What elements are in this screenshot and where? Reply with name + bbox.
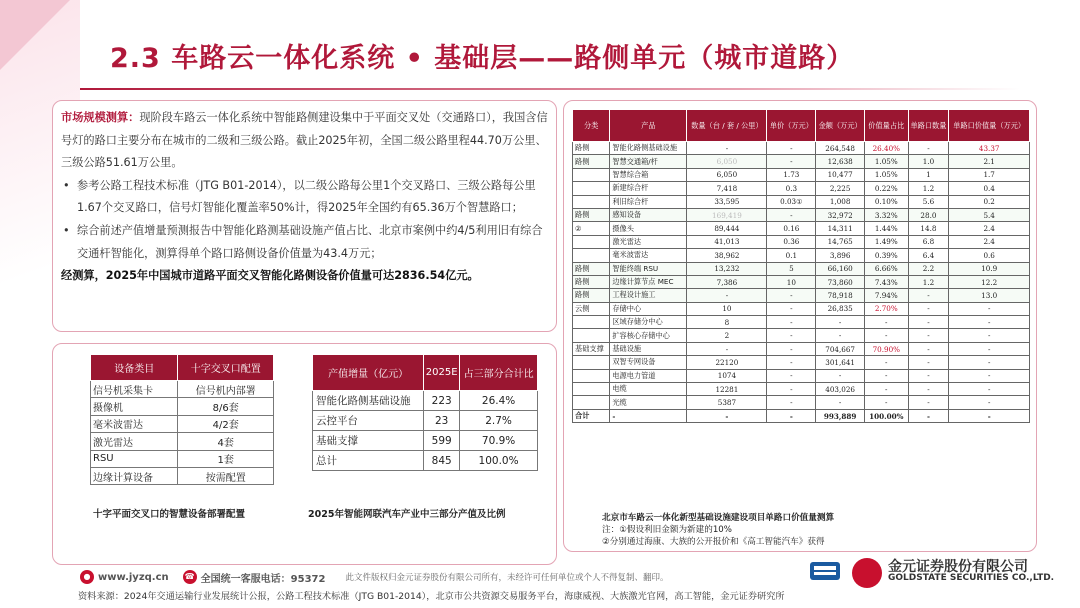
table-cell <box>573 356 610 369</box>
table-cell <box>573 396 610 409</box>
table-row <box>91 381 274 398</box>
table-cell: - <box>865 383 908 396</box>
table-cell: 2,225 <box>816 182 865 195</box>
table-cell: - <box>767 329 816 342</box>
table-cell: 利旧综合杆 <box>610 195 687 208</box>
table-cell: 边缘计算节点 MEC <box>610 275 687 288</box>
table-cell: - <box>865 356 908 369</box>
table-cell: - <box>949 396 1030 409</box>
table-cell: 13,232 <box>687 262 767 275</box>
company-logo <box>800 556 1055 590</box>
table-cell: 301,641 <box>816 356 865 369</box>
data-source: 资料来源：2024年交通运输行业发展统计公报，公路工程技术标准（JTG B01-2014），北京市公共资源交易服务平台，海康威视、大族激光官网，高工智能，金元证券研究所 <box>78 591 785 602</box>
table-cell: 38,962 <box>687 249 767 262</box>
table-cell: 7,418 <box>687 182 767 195</box>
table-cell: 14.8 <box>908 222 949 235</box>
table-cell: - <box>949 409 1030 422</box>
market-bullet-1: • 参考公路工程技术标准（JTG B01-2014），以二级公路每公里1个交叉路口、三级公路每公里1.67个交叉路口，信号灯智能化覆盖率50%计，得2025年全国约有65.36万个智慧路口； <box>61 175 548 220</box>
table-cell: - <box>767 142 816 155</box>
table-cell: 按需配置 <box>178 467 274 484</box>
table-cell: 扩容核心存储中心 <box>610 329 687 342</box>
table-cell: 路侧 <box>573 208 610 221</box>
table-cell: - <box>908 329 949 342</box>
table-cell: 路侧 <box>573 262 610 275</box>
table-row <box>91 433 274 450</box>
table-cell: 1.2 <box>908 275 949 288</box>
table-row <box>573 356 1030 369</box>
table-cell: 89,444 <box>687 222 767 235</box>
beijing-value-note-1: 注：①假设利旧金额为新建的10% <box>602 525 732 535</box>
table-cell: 0.6 <box>949 249 1030 262</box>
footer-site[interactable]: www.jyzq.cn <box>98 571 169 583</box>
table-row <box>573 369 1030 382</box>
table-cell: - <box>816 369 865 382</box>
table-header-cell: 数量（台 / 套 / 公里） <box>687 110 767 142</box>
table-cell: 0.3 <box>767 182 816 195</box>
table-header-cell: 产值增量（亿元） <box>313 355 424 391</box>
table-cell: 基础支撑 <box>573 342 610 355</box>
table-cell <box>573 195 610 208</box>
beijing-value-table <box>572 109 1030 423</box>
table-cell: - <box>865 316 908 329</box>
table-row <box>573 182 1030 195</box>
table-cell: 摄像机 <box>91 398 178 415</box>
table-cell: 264,548 <box>816 142 865 155</box>
table-row <box>313 451 538 471</box>
market-bullet-2: • 综合前述产值增量预测报告中智能化路测基础设施产值占比、北京市案例中约4/5利用旧有综合交通杆智能化，测算得单个路口路侧设备价值量为43.4万元； <box>61 220 548 265</box>
table-cell: 路侧 <box>573 289 610 302</box>
table-cell: 7.94% <box>865 289 908 302</box>
table-cell: 信号机采集卡 <box>91 381 178 398</box>
table-cell: - <box>767 342 816 355</box>
table-cell <box>573 316 610 329</box>
table-cell: 403,026 <box>816 383 865 396</box>
table-cell: 23 <box>424 411 460 431</box>
table-cell: 1套 <box>178 450 274 467</box>
table-cell: 704,667 <box>816 342 865 355</box>
table-row <box>573 383 1030 396</box>
table-cell: - <box>908 383 949 396</box>
table-cell: 12,638 <box>816 155 865 168</box>
table-cell: 0.1 <box>767 249 816 262</box>
table-cell: 993,889 <box>816 409 865 422</box>
market-size-text-box <box>52 100 557 332</box>
table-cell: 激光雷达 <box>91 433 178 450</box>
table-cell: 100.00% <box>865 409 908 422</box>
table-cell: - <box>767 369 816 382</box>
table-row <box>573 262 1030 275</box>
table-header-cell: 单路口数量 <box>908 110 949 142</box>
page-title: 2.3 车路云一体化系统 • 基础层——路侧单元（城市道路） <box>110 43 855 74</box>
table-cell: - <box>865 329 908 342</box>
table-cell: 智能终端 RSU <box>610 262 687 275</box>
table-cell: - <box>767 302 816 315</box>
beijing-value-note-2: ②分别通过海康、大族的公开报价和《高工智能汽车》获得 <box>602 537 825 547</box>
table-cell: 70.90% <box>865 342 908 355</box>
table-row <box>91 467 274 484</box>
table-cell: 5.6 <box>908 195 949 208</box>
table-header-cell: 金额（万元） <box>816 110 865 142</box>
table-cell: 6,050 <box>687 168 767 181</box>
table-header-cell: 十字交叉口配置 <box>178 355 274 381</box>
table-cell: 2.70% <box>865 302 908 315</box>
table-cell: 5.4 <box>949 208 1030 221</box>
table-cell: - <box>908 316 949 329</box>
table-cell: 总计 <box>313 451 424 471</box>
table-cell: 毫米波雷达 <box>610 249 687 262</box>
table-cell: - <box>908 409 949 422</box>
crossroad-config-caption: 十字平面交叉口的智慧设备部署配置 <box>93 509 246 520</box>
table-cell: 12.2 <box>949 275 1030 288</box>
table-cell: 合计 <box>573 409 610 422</box>
table-cell: 70.9% <box>460 431 538 451</box>
table-cell: - <box>949 316 1030 329</box>
table-cell: 10 <box>767 275 816 288</box>
table-cell: 4/2套 <box>178 415 274 432</box>
table-cell: 工程设计施工 <box>610 289 687 302</box>
table-row <box>573 342 1030 355</box>
market-label: 市场规模测算： <box>61 111 140 124</box>
table-row <box>573 302 1030 315</box>
market-conclusion: 经测算，2025年中国城市道路平面交叉智能化路侧设备价值量可达2836.54亿元。 <box>61 269 479 283</box>
table-cell: 基础支撑 <box>313 431 424 451</box>
config-and-output-box <box>52 343 557 565</box>
table-cell: 1.05% <box>865 168 908 181</box>
table-row <box>573 155 1030 168</box>
table-cell: 6.8 <box>908 235 949 248</box>
table-cell: 6.4 <box>908 249 949 262</box>
table-header-cell: 分类 <box>573 110 610 142</box>
table-cell: 智能化路侧基础设施 <box>313 391 424 411</box>
table-cell: 区域存储分中心 <box>610 316 687 329</box>
footer-hotline: 全国统一客服电话：95372 <box>200 573 326 585</box>
table-cell: 3,896 <box>816 249 865 262</box>
table-cell: 0.22% <box>865 182 908 195</box>
table-cell: - <box>687 142 767 155</box>
table-row <box>573 396 1030 409</box>
table-cell: - <box>687 409 767 422</box>
table-cell: 0.39% <box>865 249 908 262</box>
table-cell: - <box>767 396 816 409</box>
table-cell: - <box>865 396 908 409</box>
table-cell <box>573 168 610 181</box>
table-cell: 845 <box>424 451 460 471</box>
table-cell: 边缘计算设备 <box>91 467 178 484</box>
table-cell: 感知设备 <box>610 208 687 221</box>
logo-chinese-name: 金元证券股份有限公司 <box>888 559 1028 575</box>
table-cell: - <box>949 342 1030 355</box>
table-cell: 5387 <box>687 396 767 409</box>
table-cell: - <box>949 302 1030 315</box>
output-increment-table <box>312 354 538 471</box>
table-cell: 光缆 <box>610 396 687 409</box>
table-cell: 1.05% <box>865 155 908 168</box>
decorative-corner <box>0 0 70 70</box>
table-row <box>573 222 1030 235</box>
table-cell: 169,419 <box>687 208 767 221</box>
partner-logo-icon <box>806 558 844 588</box>
table-cell: 路侧 <box>573 275 610 288</box>
table-cell: 路侧 <box>573 142 610 155</box>
table-cell: 22120 <box>687 356 767 369</box>
table-cell: 1.0 <box>908 155 949 168</box>
table-cell: - <box>816 396 865 409</box>
logo-english-name: GOLDSTATE SECURITIES CO.,LTD. <box>888 573 1055 583</box>
table-cell: 存储中心 <box>610 302 687 315</box>
table-cell: 2.1 <box>949 155 1030 168</box>
table-cell: 2 <box>687 329 767 342</box>
table-cell <box>573 369 610 382</box>
table-row <box>573 316 1030 329</box>
table-cell: - <box>908 356 949 369</box>
table-cell <box>573 249 610 262</box>
table-cell: - <box>949 383 1030 396</box>
table-cell: 1.2 <box>908 182 949 195</box>
table-cell: 0.16 <box>767 222 816 235</box>
table-cell: - <box>908 302 949 315</box>
table-row <box>91 415 274 432</box>
table-cell: 0.4 <box>949 182 1030 195</box>
table-cell: 14,311 <box>816 222 865 235</box>
table-header-cell: 设备类目 <box>91 355 178 381</box>
crossroad-config-table <box>90 354 274 485</box>
title-underline <box>80 88 1020 90</box>
table-row <box>573 208 1030 221</box>
table-cell: - <box>767 155 816 168</box>
table-row <box>573 275 1030 288</box>
table-cell: RSU <box>91 450 178 467</box>
table-cell: 路侧 <box>573 155 610 168</box>
table-cell: - <box>767 356 816 369</box>
table-row <box>573 289 1030 302</box>
table-cell: 激光雷达 <box>610 235 687 248</box>
table-header-cell: 占三部分合计比 <box>460 355 538 391</box>
table-cell: 3.32% <box>865 208 908 221</box>
table-cell: 云侧 <box>573 302 610 315</box>
table-header-cell: 2025E <box>424 355 460 391</box>
table-cell: - <box>687 289 767 302</box>
table-cell: 智慧综合箱 <box>610 168 687 181</box>
table-cell: - <box>949 329 1030 342</box>
table-row <box>573 409 1030 422</box>
table-row <box>573 195 1030 208</box>
table-cell: 2.2 <box>908 262 949 275</box>
table-row <box>573 142 1030 155</box>
table-cell: 223 <box>424 391 460 411</box>
table-cell: - <box>767 208 816 221</box>
table-cell: 8/6套 <box>178 398 274 415</box>
table-cell: 1 <box>908 168 949 181</box>
table-cell: 26.4% <box>460 391 538 411</box>
table-cell: - <box>908 396 949 409</box>
table-cell: 毫米波雷达 <box>91 415 178 432</box>
table-cell: 13.0 <box>949 289 1030 302</box>
table-cell: 41,013 <box>687 235 767 248</box>
table-cell: - <box>908 289 949 302</box>
table-cell: ② <box>573 222 610 235</box>
table-cell: 26.40% <box>865 142 908 155</box>
table-cell: - <box>908 342 949 355</box>
table-cell: - <box>687 342 767 355</box>
table-cell: 0.36 <box>767 235 816 248</box>
table-cell: 26,835 <box>816 302 865 315</box>
table-cell: 摄像头 <box>610 222 687 235</box>
table-cell: - <box>816 316 865 329</box>
table-row <box>313 431 538 451</box>
table-cell: - <box>767 316 816 329</box>
table-cell: - <box>949 369 1030 382</box>
table-cell: 2.4 <box>949 235 1030 248</box>
table-cell: 5 <box>767 262 816 275</box>
table-cell: 1074 <box>687 369 767 382</box>
table-row <box>573 249 1030 262</box>
table-cell: 1,008 <box>816 195 865 208</box>
beijing-value-box <box>563 100 1037 552</box>
table-cell: 28.0 <box>908 208 949 221</box>
table-cell: 599 <box>424 431 460 451</box>
table-cell: 0.2 <box>949 195 1030 208</box>
table-row <box>573 329 1030 342</box>
table-cell: 100.0% <box>460 451 538 471</box>
table-cell: - <box>949 356 1030 369</box>
table-cell: 智慧交通箱/杆 <box>610 155 687 168</box>
table-cell <box>573 329 610 342</box>
beijing-value-caption: 北京市车路云一体化新型基础设施建设项目单路口价值量测算 <box>602 513 835 523</box>
table-cell: 0.10% <box>865 195 908 208</box>
table-cell: - <box>908 369 949 382</box>
table-cell: 2.4 <box>949 222 1030 235</box>
table-cell: 10.9 <box>949 262 1030 275</box>
table-cell: 电源电力管道 <box>610 369 687 382</box>
table-header-cell: 单路口价值量（万元） <box>949 110 1030 142</box>
table-cell: 10 <box>687 302 767 315</box>
table-cell: 1.44% <box>865 222 908 235</box>
table-cell: 双智专网设备 <box>610 356 687 369</box>
table-cell: 43.37 <box>949 142 1030 155</box>
globe-icon: ● <box>80 570 94 584</box>
phone-icon: ☎ <box>183 570 197 584</box>
table-cell: 4套 <box>178 433 274 450</box>
table-cell: 电缆 <box>610 383 687 396</box>
footer-disclaimer: 此文件版权归金元证券股份有限公司所有，未经许可任何单位或个人不得复制、翻印。 <box>345 573 669 583</box>
table-row <box>573 235 1030 248</box>
table-cell: 6.66% <box>865 262 908 275</box>
table-cell: 云控平台 <box>313 411 424 431</box>
output-increment-caption: 2025年智能网联汽车产业中三部分产值及比例 <box>308 509 506 520</box>
table-cell: - <box>865 369 908 382</box>
table-cell: 8 <box>687 316 767 329</box>
table-cell: - <box>767 409 816 422</box>
table-cell: 12281 <box>687 383 767 396</box>
table-cell: 32,972 <box>816 208 865 221</box>
table-cell: 7,386 <box>687 275 767 288</box>
table-cell: 2.7% <box>460 411 538 431</box>
table-row <box>313 411 538 431</box>
table-cell: 基础设施 <box>610 342 687 355</box>
table-cell: - <box>767 383 816 396</box>
table-cell: 6,050 <box>687 155 767 168</box>
table-cell: 7.43% <box>865 275 908 288</box>
table-cell <box>573 383 610 396</box>
table-header-cell: 价值量占比 <box>865 110 908 142</box>
table-header-cell: 产品 <box>610 110 687 142</box>
table-cell: - <box>767 289 816 302</box>
table-cell: - <box>908 142 949 155</box>
table-cell: 智能化路侧基础设施 <box>610 142 687 155</box>
table-cell: 1.73 <box>767 168 816 181</box>
table-cell: - <box>816 329 865 342</box>
table-cell: 33,595 <box>687 195 767 208</box>
table-row <box>91 450 274 467</box>
table-cell: - <box>610 409 687 422</box>
table-cell: 0.03① <box>767 195 816 208</box>
table-header-cell: 单价（万元） <box>767 110 816 142</box>
table-cell: 66,160 <box>816 262 865 275</box>
table-row <box>313 391 538 411</box>
table-cell: 10,477 <box>816 168 865 181</box>
table-cell: 新建综合杆 <box>610 182 687 195</box>
table-cell: 78,918 <box>816 289 865 302</box>
table-cell <box>573 235 610 248</box>
table-row <box>573 168 1030 181</box>
table-cell: 信号机内部署 <box>178 381 274 398</box>
table-cell <box>573 182 610 195</box>
table-row <box>91 398 274 415</box>
table-cell: 73,860 <box>816 275 865 288</box>
table-cell: 14,765 <box>816 235 865 248</box>
table-cell: 1.49% <box>865 235 908 248</box>
market-paragraph: 现阶段车路云一体化系统中智能路侧建设集中于平面交叉处（交通路口），我国含信号灯的路口主要分布在城市的二级和三级公路。截止2025年初，全国二级公路里程44.70万公里、三级公路51.61万公里。 <box>61 111 548 170</box>
goldstate-logo-icon <box>852 558 882 588</box>
table-cell: 1.7 <box>949 168 1030 181</box>
